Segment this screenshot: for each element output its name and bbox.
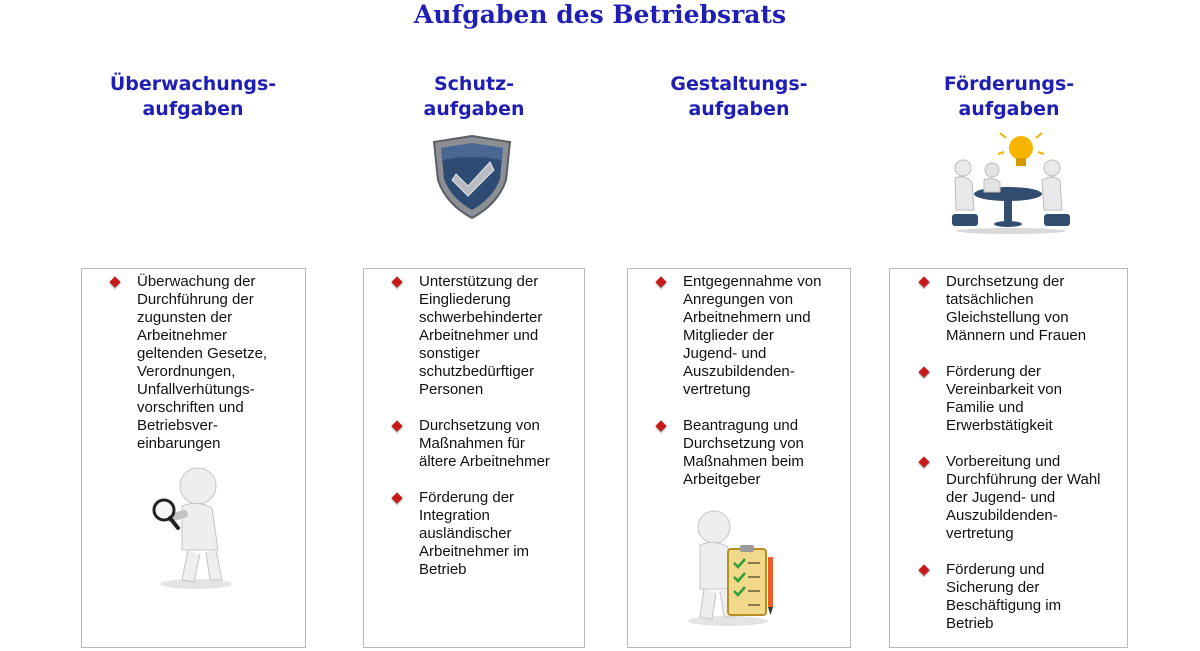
list-item: [919, 273, 1101, 345]
heading-line: aufgaben: [142, 98, 244, 120]
diamond-bullet-icon: [391, 492, 402, 503]
heading-line: Schutz-: [433, 73, 515, 95]
diamond-bullet-icon: [918, 456, 929, 467]
list-item: [110, 273, 267, 453]
list-item-text: Durchsetzung von Maßnahmen für ältere Arbeitnehmer: [419, 417, 550, 470]
list-item-text: Überwachung der Durchführung der zugunsten der Arbeitnehmer geltenden Gesetze, Verordnungen, Unfallverhütungs- vorschriften und Betriebsver- einbarungen: [137, 273, 268, 452]
task-box-ueberwachung: [81, 268, 306, 648]
task-box-foerderung: [889, 268, 1128, 648]
heading-line: Gestaltungs-: [670, 73, 808, 95]
list-item: [392, 489, 550, 579]
list-item: [656, 417, 821, 489]
diamond-bullet-icon: [391, 276, 402, 287]
diamond-bullet-icon: [109, 276, 120, 287]
heading-line: Überwachungs-: [109, 73, 277, 95]
heading-line: aufgaben: [688, 98, 790, 120]
clipboard-figure-icon: [678, 509, 778, 627]
task-list: [919, 273, 1101, 651]
list-item-text: Vorbereitung und Durchführung der Wahl der Jugend- und Auszubildenden- vertretung: [946, 453, 1101, 542]
list-item: [919, 363, 1101, 435]
task-list: [656, 273, 821, 507]
magnifier-figure-icon: [148, 466, 240, 590]
diamond-bullet-icon: [391, 420, 402, 431]
diamond-bullet-icon: [655, 420, 666, 431]
list-item-text: Förderung und Sicherung der Beschäftigung im Betrieb: [946, 561, 1062, 632]
page-title: Aufgaben des Betriebsrats: [413, 0, 787, 29]
shield-check-icon: [426, 134, 518, 220]
heading-line: aufgaben: [423, 98, 525, 120]
list-item: [656, 273, 821, 399]
diamond-bullet-icon: [918, 366, 929, 377]
list-item-text: Förderung der Integration ausländischer Arbeitnehmer im Betrieb: [419, 489, 530, 578]
heading-line: Förderungs-: [943, 73, 1075, 95]
heading-foerderungsaufgaben: [879, 72, 1139, 122]
list-item-text: Unterstützung der Eingliederung schwerbehinderter Arbeitnehmer und sonstiger schutzbedürftiger Personen: [419, 273, 543, 398]
heading-line: aufgaben: [958, 98, 1060, 120]
diamond-bullet-icon: [918, 276, 929, 287]
heading-gestaltungsaufgaben: [609, 72, 869, 122]
task-box-gestaltung: [627, 268, 851, 648]
list-item: [392, 417, 550, 471]
list-item-text: Entgegennahme von Anregungen von Arbeitnehmern und Mitglieder der Jugend- und Auszubildenden- vertretung: [683, 273, 822, 398]
heading-ueberwachungsaufgaben: [63, 72, 323, 122]
task-list: [392, 273, 550, 597]
diamond-bullet-icon: [918, 564, 929, 575]
list-item: [919, 561, 1101, 633]
task-box-schutz: [363, 268, 585, 648]
list-item-text: Förderung der Vereinbarkeit von Familie und Erwerbstätigkeit: [946, 363, 1062, 434]
team-idea-icon: [946, 130, 1076, 234]
list-item: [392, 273, 550, 399]
list-item: [919, 453, 1101, 543]
list-item-text: Durchsetzung der tatsächlichen Gleichstellung von Männern und Frauen: [946, 273, 1087, 344]
task-list: [110, 273, 267, 471]
heading-schutzaufgaben: [344, 72, 604, 122]
list-item-text: Beantragung und Durchsetzung von Maßnahmen beim Arbeitgeber: [683, 417, 804, 488]
diamond-bullet-icon: [655, 276, 666, 287]
